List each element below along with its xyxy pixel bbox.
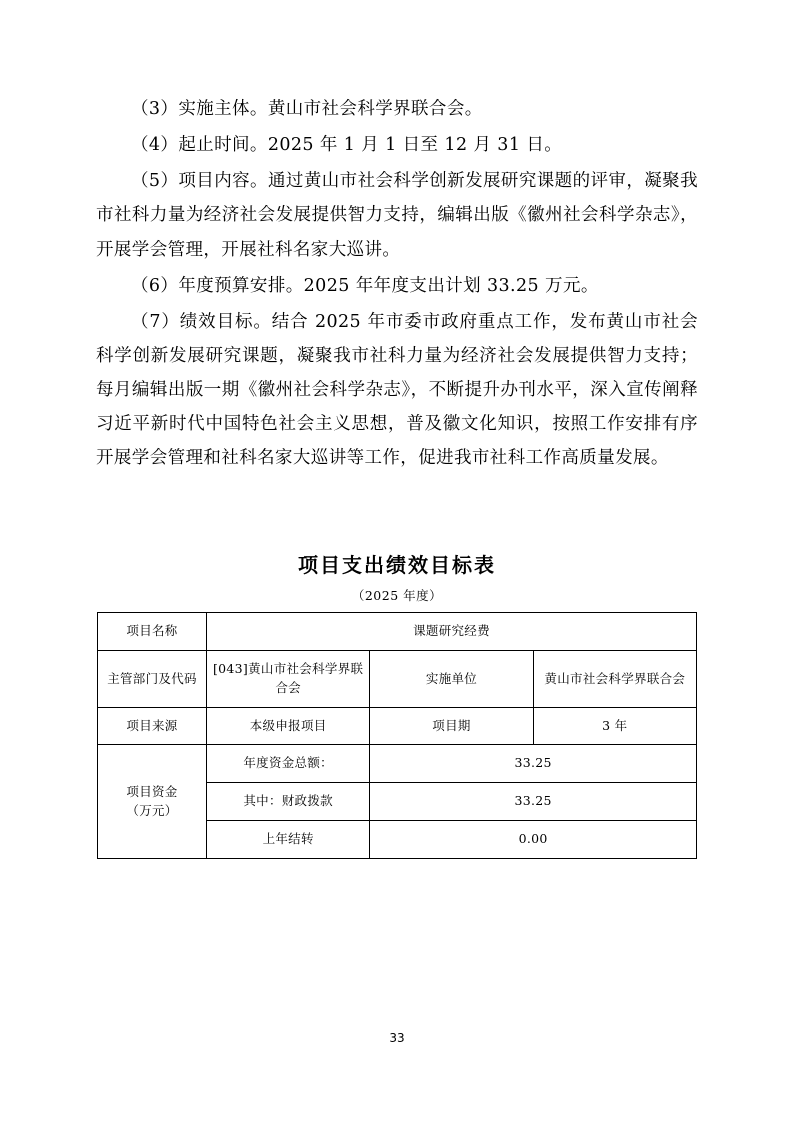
- table-row: [98, 745, 697, 783]
- paragraph-7: （7）绩效目标。结合 2025 年市委市政府重点工作，发布黄山市社会科学创新发展研究课题，凝聚我市社科力量为经济社会发展提供智力支持；每月编辑出版一期《徽州社会科学杂志》，不断提升办刊水平，深入宣传阐释习近平新时代中国特色社会主义思想，普及徽文化知识，按照工作安排有序开展学会管理和社科名家大巡讲等工作，促进我市社科工作高质量发展。: [96, 311, 698, 469]
- dept-label: 主管部门及代码: [98, 651, 207, 708]
- paragraph-5: （5）项目内容。通过黄山市社会科学创新发展研究课题的评审，凝聚我市社科力量为经济社会发展提供智力支持，编辑出版《徽州社会科学杂志》，开展学会管理，开展社科名家大巡讲。: [96, 171, 698, 260]
- project-name-value: 课题研究经费: [207, 613, 697, 651]
- table-subtitle: （2025 年度）: [351, 588, 443, 604]
- table-title: 项目支出绩效目标表: [298, 553, 496, 578]
- carryover-label: 上年结转: [207, 820, 370, 858]
- fiscal-value: 33.25: [370, 783, 697, 821]
- funds-label-unit: （万元）: [126, 802, 178, 818]
- page-number: 33: [389, 1031, 405, 1045]
- performance-target-table: [97, 612, 697, 858]
- paragraph-4: （4）起止时间。2025 年 1 月 1 日至 12 月 31 日。: [131, 135, 563, 156]
- unit-value: 黄山市社会科学界联合会: [533, 651, 696, 708]
- fiscal-label: 其中：财政拨款: [207, 783, 370, 821]
- funds-label-text: 项目资金: [126, 783, 178, 799]
- table-row: [98, 707, 697, 745]
- paragraph-6: （6）年度预算安排。2025 年年度支出计划 33.25 万元。: [131, 275, 599, 296]
- paragraph-3: （3）实施主体。黄山市社会科学界联合会。: [131, 99, 483, 119]
- source-value: 本级申报项目: [207, 707, 370, 745]
- table-row: [98, 651, 697, 708]
- unit-label: 实施单位: [370, 651, 533, 708]
- carryover-value: 0.00: [370, 820, 697, 858]
- funds-label: [98, 745, 207, 858]
- total-value: 33.25: [370, 745, 697, 783]
- table-row: [98, 613, 697, 651]
- source-label: 项目来源: [98, 707, 207, 745]
- period-label: 项目期: [370, 707, 533, 745]
- body-text-block: [96, 92, 698, 475]
- total-label: 年度资金总额：: [207, 745, 370, 783]
- dept-value: [043]黄山市社会科学界联合会: [207, 651, 370, 708]
- project-name-label: 项目名称: [98, 613, 207, 651]
- period-value: 3 年: [533, 707, 696, 745]
